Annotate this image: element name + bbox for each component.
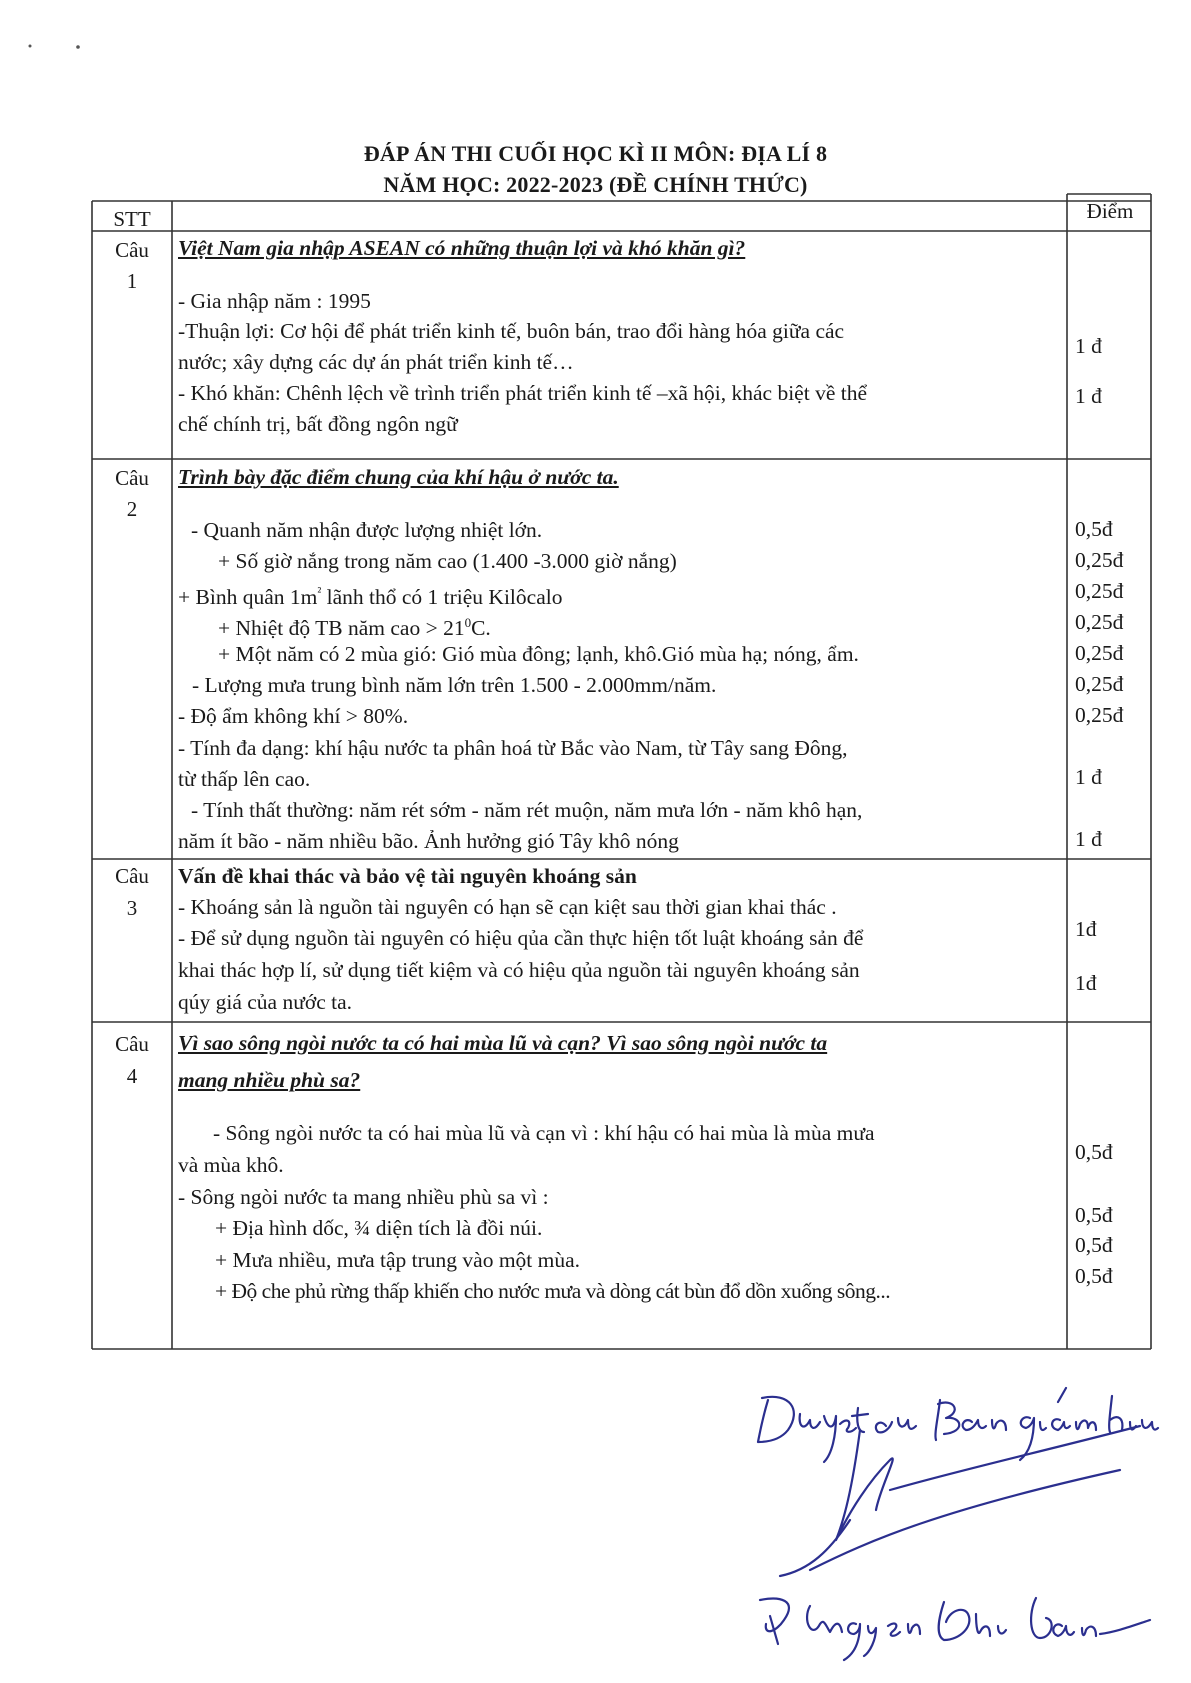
q2-point-5: 0,25đ — [1075, 641, 1124, 665]
row-1-cau: Câu — [115, 238, 149, 262]
row-2-cau: Câu — [115, 466, 149, 490]
q3-point-1: 1đ — [1075, 917, 1097, 941]
q2-line-2: + Số giờ nắng trong năm cao (1.400 -3.000 giờ nắng) — [218, 549, 677, 573]
question-1: Việt Nam gia nhập ASEAN có những thuận lợi và khó khăn gì? — [178, 236, 746, 260]
q3-line-3: khai thác hợp lí, sử dụng tiết kiệm và có hiệu qủa nguồn tài nguyên khoáng sản — [178, 958, 860, 982]
q4-line-3: - Sông ngòi nước ta mang nhiều phù sa vì : — [178, 1185, 549, 1209]
q3-line-1: - Khoáng sản là nguồn tài nguyên có hạn sẽ cạn kiệt sau thời gian khai thác . — [178, 895, 837, 919]
row-3-number: 3 — [126, 896, 138, 920]
q2-line-6: - Lượng mưa trung bình năm lớn trên 1.500 - 2.000mm/năm. — [192, 673, 717, 697]
q2-point-7: 0,25đ — [1075, 703, 1124, 727]
q1-point-2: 1 đ — [1075, 384, 1102, 408]
q2-line-4: + Nhiệt độ TB năm cao > $21^0C$. — [218, 615, 491, 641]
q4-line-2: và mùa khô. — [178, 1153, 284, 1177]
question-2: Trình bày đặc điểm chung của khí hậu ở nước ta. — [178, 465, 619, 489]
q1-line-1: - Gia nhập năm : 1995 — [178, 289, 371, 313]
document-subtitle: NĂM HỌC: 2022-2023 (ĐỀ CHÍNH THỨC) — [383, 172, 808, 197]
q2-line-9: từ thấp lên cao. — [178, 767, 311, 791]
q4-line-4: + Địa hình dốc, ¾ diện tích là đồi núi. — [215, 1216, 543, 1240]
q4-line-1: - Sông ngòi nước ta có hai mùa lũ và cạn vì : khí hậu có hai mùa là mùa mưa — [213, 1121, 875, 1145]
q4-line-5: + Mưa nhiều, mưa tập trung vào một mùa. — [215, 1248, 581, 1272]
column-header-stt: STT — [113, 207, 151, 231]
row-2-number: 2 — [126, 497, 138, 521]
q2-line-3: + Bình quân $1m^{^2}$ lãnh thổ có 1 triệu Kilôcalo — [178, 584, 563, 610]
q4-point-1: 0,5đ — [1075, 1140, 1113, 1164]
q2-point-1: 0,5đ — [1075, 517, 1113, 541]
question-4-line-1: Vì sao sông ngòi nước ta có hai mùa lũ và cạn? Vì sao sông ngòi nước ta — [178, 1031, 828, 1055]
document-title: ĐÁP ÁN THI CUỐI HỌC KÌ II MÔN: ĐỊA LÍ 8 — [363, 141, 828, 166]
question-4-line-2: mang nhiều phù sa? — [178, 1068, 361, 1092]
row-4-cau: Câu — [115, 1032, 149, 1056]
q3-line-2: - Để sử dụng nguồn tài nguyên có hiệu qủa cần thực hiện tốt luật khoáng sản để — [178, 926, 864, 950]
q1-point-1: 1 đ — [1075, 334, 1102, 358]
q2-line-5: + Một năm có 2 mùa gió: Gió mùa đông; lạnh, khô.Gió mùa hạ; nóng, ẩm. — [218, 642, 859, 666]
q1-line-3: nước; xây dựng các dự án phát triển kinh tế… — [178, 350, 574, 374]
row-1-number: 1 — [126, 269, 138, 293]
q1-line-2: -Thuận lợi: Cơ hội để phát triển kinh tế, buôn bán, trao đổi hàng hóa giữa các — [178, 319, 845, 343]
row-3-cau: Câu — [115, 864, 149, 888]
row-4-number: 4 — [126, 1064, 138, 1088]
approval-signature-icon — [740, 1370, 1160, 1670]
q2-point-6: 0,25đ — [1075, 672, 1124, 696]
q4-point-3: 0,5đ — [1075, 1233, 1113, 1257]
question-3: Vấn đề khai thác và bảo vệ tài nguyên khoáng sản — [178, 864, 637, 888]
q1-line-5: chế chính trị, bất đồng ngôn ngữ — [178, 412, 458, 436]
q2-point-9: 1 đ — [1075, 827, 1102, 851]
q2-line-11: năm ít bão - năm nhiều bão. Ảnh hưởng gió Tây khô nóng — [178, 829, 679, 853]
q2-line-7: - Độ ẩm không khí > 80%. — [178, 704, 409, 728]
q4-line-6: + Độ che phủ rừng thấp khiến cho nước mưa và dòng cát bùn đổ dồn xuống sông... — [215, 1279, 891, 1303]
q2-line-10: - Tính thất thường: năm rét sớm - năm rét muộn, năm mưa lớn - năm khô hạn, — [191, 798, 863, 822]
q3-point-2: 1đ — [1075, 971, 1097, 995]
q2-point-4: 0,25đ — [1075, 610, 1124, 634]
q4-point-4: 0,5đ — [1075, 1264, 1113, 1288]
q2-point-2: 0,25đ — [1075, 548, 1124, 572]
q2-point-8: 1 đ — [1075, 765, 1102, 789]
q4-point-2: 0,5đ — [1075, 1203, 1113, 1227]
column-header-diem: Điểm — [1086, 199, 1134, 223]
q2-line-8: - Tính đa dạng: khí hậu nước ta phân hoá từ Bắc vào Nam, từ Tây sang Đông, — [178, 736, 848, 760]
q2-point-3: 0,25đ — [1075, 579, 1124, 603]
q2-line-1: - Quanh năm nhận được lượng nhiệt lớn. — [191, 518, 543, 542]
q3-line-4: qúy giá của nước ta. — [178, 990, 353, 1014]
q1-line-4: - Khó khăn: Chênh lệch về trình triển phát triển kinh tế –xã hội, khác biệt về thể — [178, 381, 867, 405]
